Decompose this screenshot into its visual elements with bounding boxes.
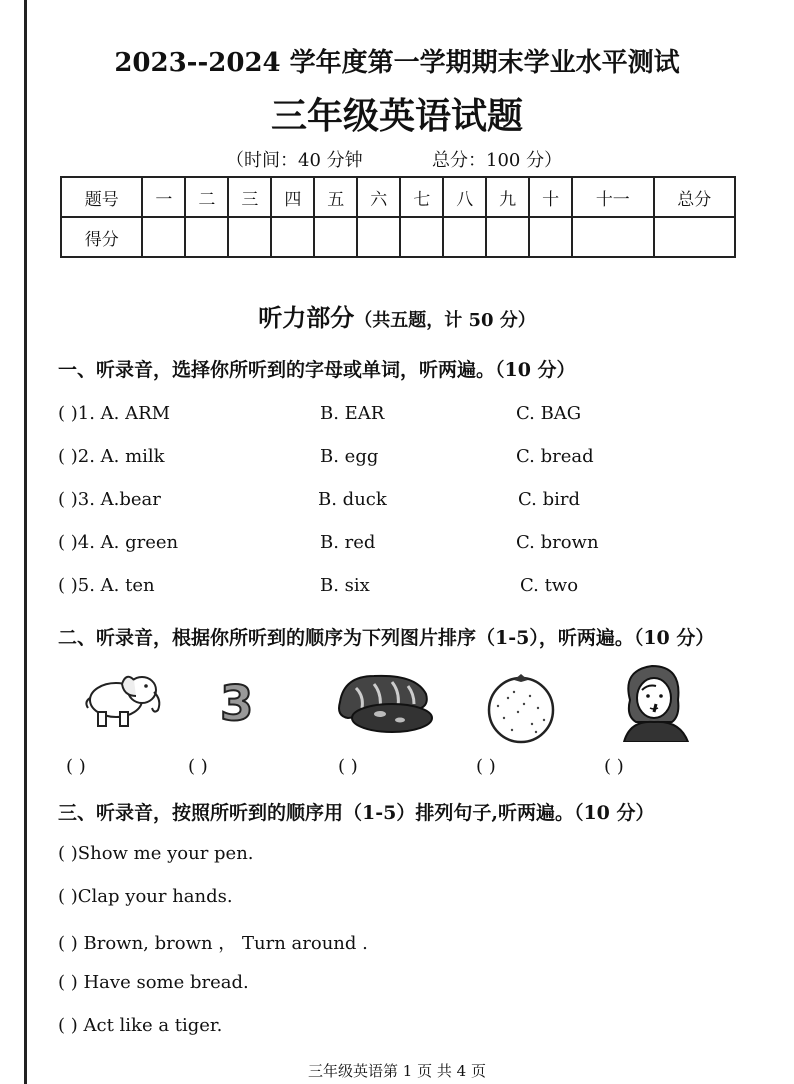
- orange-picture: [478, 668, 564, 744]
- girl-picture: [616, 660, 692, 742]
- exam-title: 2023--2024 学年度第一学期期末学业水平测试: [114, 48, 680, 78]
- q2-answer-blank-2[interactable]: ( ): [188, 756, 208, 777]
- section-subtitle: （共五题，计 50 分）: [354, 310, 536, 331]
- score-input-cell[interactable]: [314, 217, 357, 257]
- score-cell: 十: [529, 177, 572, 217]
- score-input-cell[interactable]: [443, 217, 486, 257]
- score-cell: 一: [142, 177, 185, 217]
- q1-item-2-b: B. egg: [320, 446, 379, 467]
- q1-item-2-c: C. bread: [516, 446, 594, 467]
- score-input-cell[interactable]: [486, 217, 529, 257]
- page-footer: 三年级英语第 1 页 共 4 页: [308, 1062, 486, 1080]
- q1-item-3-b: B. duck: [318, 489, 387, 510]
- q3-sentence-5[interactable]: ( ) Act like a tiger.: [58, 1015, 223, 1036]
- score-input-cell[interactable]: [271, 217, 314, 257]
- score-cell: 九: [486, 177, 529, 217]
- score-input-cell[interactable]: [400, 217, 443, 257]
- q1-item-3-c: C. bird: [518, 489, 580, 510]
- score-input-cell[interactable]: [654, 217, 735, 257]
- score-cell: 三: [228, 177, 271, 217]
- q3-sentence-4[interactable]: ( ) Have some bread.: [58, 972, 249, 993]
- q2-answer-blank-3[interactable]: ( ): [338, 756, 358, 777]
- score-table: [60, 176, 736, 258]
- q1-item-5-a[interactable]: ( )5. A. ten: [58, 575, 155, 596]
- exam-time: （时间：40 分钟: [226, 150, 363, 171]
- paper-title: 三年级英语试题: [270, 96, 523, 137]
- q1-item-1-c: C. BAG: [516, 403, 582, 424]
- score-input-cell[interactable]: [357, 217, 400, 257]
- score-cell: 总分: [654, 177, 735, 217]
- q2-answer-blank-4[interactable]: ( ): [476, 756, 496, 777]
- exam-total-score: 总分：100 分）: [432, 150, 563, 171]
- binding-margin: [0, 0, 26, 1084]
- number-three-glyph: 3: [220, 676, 254, 726]
- section-name: 听力部分: [258, 303, 355, 332]
- score-cell: 二: [185, 177, 228, 217]
- score-table-header-row: [61, 177, 735, 217]
- q1-item-3-a[interactable]: ( )3. A.bear: [58, 489, 161, 510]
- q1-item-4-c: C. brown: [516, 532, 599, 553]
- score-cell: 五: [314, 177, 357, 217]
- number-three-picture: [216, 676, 256, 726]
- q3-sentence-1[interactable]: ( )Show me your pen.: [58, 843, 254, 864]
- score-row-label: 得分: [61, 217, 142, 257]
- q2-answer-blank-1[interactable]: ( ): [66, 756, 86, 777]
- score-input-cell[interactable]: [142, 217, 185, 257]
- q1-title: 一、听录音，选择你所听到的字母或单词，听两遍。（10 分）: [58, 359, 576, 381]
- q3-sentence-2[interactable]: ( )Clap your hands.: [58, 886, 233, 907]
- q2-answer-blank-5[interactable]: ( ): [604, 756, 624, 777]
- bread-picture: [334, 668, 434, 734]
- score-cell: 六: [357, 177, 400, 217]
- q1-item-5-c: C. two: [520, 575, 579, 596]
- q3-sentence-3[interactable]: ( ) Brown, brown ， Turn around .: [58, 933, 368, 954]
- score-cell: 四: [271, 177, 314, 217]
- q1-item-5-b: B. six: [320, 575, 370, 596]
- score-cell: 八: [443, 177, 486, 217]
- score-cell: 七: [400, 177, 443, 217]
- q1-item-4-a[interactable]: ( )4. A. green: [58, 532, 179, 553]
- q1-item-2-a[interactable]: ( )2. A. milk: [58, 446, 165, 467]
- q2-title: 二、听录音，根据你所听到的顺序为下列图片排序（1-5），听两遍。（10 分）: [58, 627, 715, 649]
- score-input-cell[interactable]: [228, 217, 271, 257]
- score-cell: 十一: [572, 177, 653, 217]
- q1-item-4-b: B. red: [320, 532, 376, 553]
- q1-item-1-a[interactable]: ( )1. A. ARM: [58, 403, 171, 424]
- binding-line: [24, 0, 27, 1084]
- listening-section-title: [0, 298, 794, 333]
- q3-title: 三、听录音，按照所听到的顺序用（1-5）排列句子,听两遍。（10 分）: [58, 802, 655, 824]
- score-input-cell[interactable]: [572, 217, 653, 257]
- elephant-picture: [82, 668, 164, 732]
- q1-item-1-b: B. EAR: [320, 403, 385, 424]
- score-table-score-row: [61, 217, 735, 257]
- score-input-cell[interactable]: [529, 217, 572, 257]
- score-input-cell[interactable]: [185, 217, 228, 257]
- score-cell: 题号: [61, 177, 142, 217]
